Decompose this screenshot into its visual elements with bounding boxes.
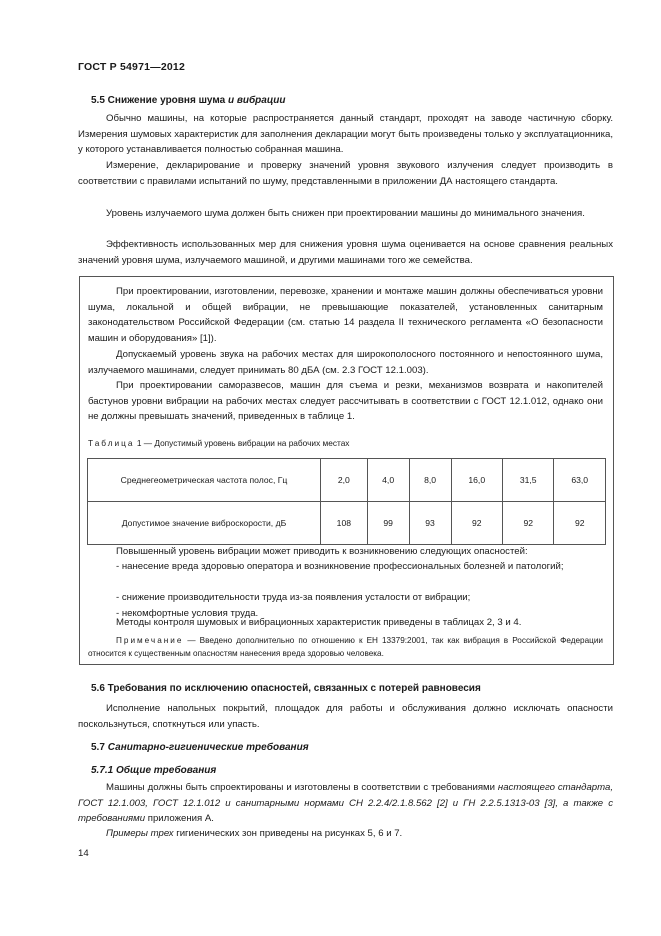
table-cell: 4,0 xyxy=(367,459,409,502)
box-list-item-comfort: - некомфортные условия труда. xyxy=(116,608,259,619)
box-list-item-productivity: - снижение производительности труда из-за появления усталости от вибрации; xyxy=(116,592,471,603)
paragraph-effectiveness: Эффективность использованных мер для снижения уровня шума оценивается на основе сравнения реальных значений уровня шума, излучаемого машиной, и другими машинами того же семейства. xyxy=(78,239,613,266)
section-5-7-1-heading: 5.7.1 Общие требования xyxy=(91,765,217,776)
table-row-label: Допустимое значение виброскорости, дБ xyxy=(88,502,321,545)
table-row-label: Среднегеометрическая частота полос, Гц xyxy=(88,459,321,502)
document-header: ГОСТ Р 54971—2012 xyxy=(78,61,186,73)
box-list-item-health: - нанесение вреда здоровью оператора и возникновение профессиональных болезней и патологий; xyxy=(116,561,564,572)
table-cell: 2,0 xyxy=(321,459,368,502)
paragraph-noise-reduction: Уровень излучаемого шума должен быть снижен при проектировании машины до минимального значения. xyxy=(106,208,585,219)
box-paragraph-methods: Методы контроля шумовых и вибрационных характеристик приведены в таблицах 2, 3 и 4. xyxy=(116,617,522,628)
table-cell: 31,5 xyxy=(502,459,553,502)
table-cell: 92 xyxy=(554,502,606,545)
table-cell: 8,0 xyxy=(409,459,451,502)
vibration-table xyxy=(87,458,606,545)
table-cell: 16,0 xyxy=(451,459,502,502)
section-5-7-heading: 5.7 Санитарно-гигиенические требования xyxy=(91,742,309,753)
table-cell: 93 xyxy=(409,502,451,545)
table-row xyxy=(88,459,606,502)
table-1-caption: Таблица 1 — Допустимый уровень вибрации на рабочих местах xyxy=(88,438,350,448)
box-note: Примечание — Введено дополнительно по отношению к ЕН 13379:2001, так как вибрация в Российской Федерации относится к существенным опасностям нанесения вреда здоровью человека. xyxy=(88,636,603,658)
section-5-6-heading: 5.6 Требования по исключению опасностей, связанных с потерей равновесия xyxy=(91,683,481,694)
table-cell: 63,0 xyxy=(554,459,606,502)
box-paragraph-hazards-intro: Повышенный уровень вибрации может приводить к возникновению следующих опасностей: xyxy=(116,546,528,557)
page-number: 14 xyxy=(78,848,89,859)
paragraph-floor-coverings: Исполнение напольных покрытий, площадок для работы и обслуживания должно исключать опасности поскользнуться, споткнуться или упасть. xyxy=(78,703,613,730)
paragraph-examples: Примеры трех гигиенических зон приведены на рисунках 5, 6 и 7. xyxy=(106,828,403,839)
table-cell: 92 xyxy=(502,502,553,545)
table-cell: 108 xyxy=(321,502,368,545)
box-paragraph-design: При проектировании, изготовлении, перевозке, хранении и монтаже машин должны обеспечиваться уровни шума, локальной и общей вибрации, не превышающие показателей, установленных санитарным законодательством Российской Федерации (см. статью 14 раздела II технического регламента «О безопасности машин и оборудования» [1]). xyxy=(88,286,603,344)
paragraph-assembly: Обычно машины, на которые распространяется данный стандарт, проходят на заводе частичную сборку. Измерения шумовых характеристик для заполнения декларации могут быть произведены только у эксплуатационника, у которого устанавливается полностью собранная машина. xyxy=(78,113,613,155)
box-paragraph-vibration: При проектировании саморазвесов, машин для съема и резки, механизмов возврата и накопителей бастунов уровни вибрации на рабочих местах следует рассчитывать в соответствии с ГОСТ 12.1.012, однако они не должны превышать значений, приведенных в таблице 1. xyxy=(88,380,603,422)
table-row xyxy=(88,502,606,545)
section-5-5-heading: 5.5 Снижение уровня шума и вибрации xyxy=(91,95,286,106)
paragraph-measurement: Измерение, декларирование и проверку значений уровня звукового излучения следует производить в соответствии с правилами испытаний по шуму, представленными в приложении ДА настоящего стандарта. xyxy=(78,160,613,187)
box-paragraph-sound-level: Допускаемый уровень звука на рабочих местах для широкополосного постоянного и непостоянного шума, излучаемого машинами, следует принимать 80 дБА (см. 2.3 ГОСТ 12.1.003). xyxy=(88,349,603,376)
table-cell: 92 xyxy=(451,502,502,545)
table-cell: 99 xyxy=(367,502,409,545)
paragraph-requirements: Машины должны быть спроектированы и изготовлены в соответствии с требованиями настоящего стандарта, ГОСТ 12.1.003, ГОСТ 12.1.012 и санитарными нормами СН 2.2.4/2.1.8.562 [2] и ГН 2.2.5.1313-03 [3], а также с требованиями приложения А. xyxy=(78,782,614,824)
